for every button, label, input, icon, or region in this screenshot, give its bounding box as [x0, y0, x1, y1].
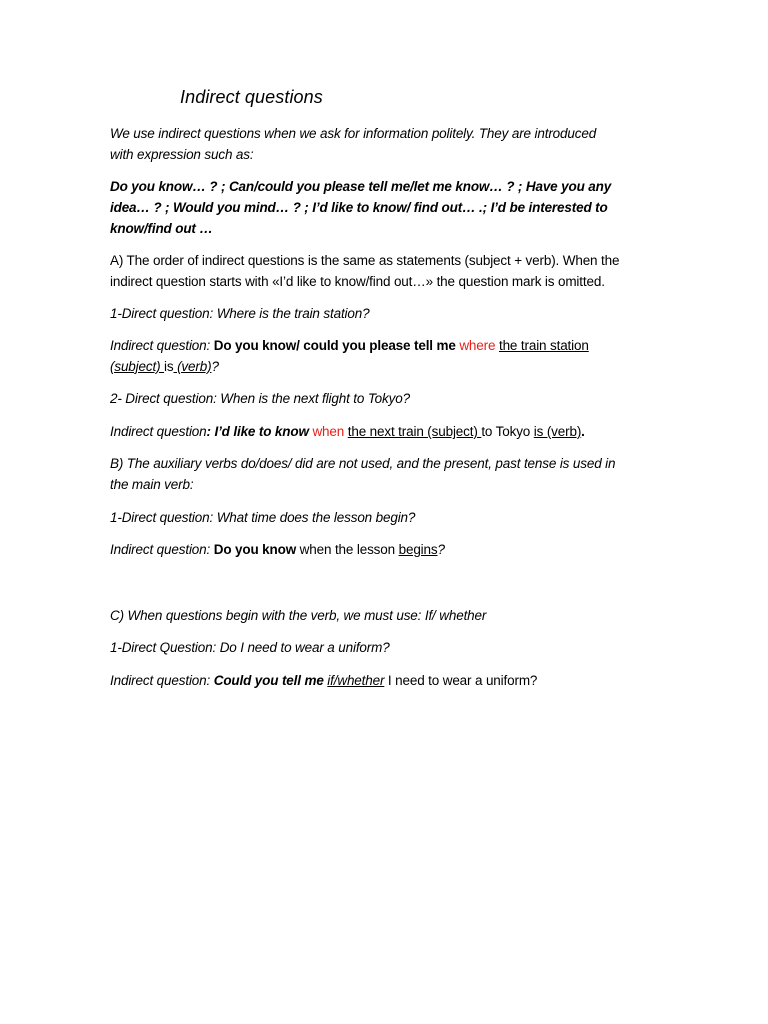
indirect-intro: Do you know/ could you please tell me — [213, 338, 456, 353]
verb-phrase: is (verb) — [533, 424, 582, 439]
end-mark: ? — [437, 542, 445, 557]
example-a1-indirect — [110, 336, 655, 378]
indirect-label: Indirect question: — [110, 542, 214, 557]
expressions-line-3: know/find out … — [110, 220, 213, 236]
example-c1-indirect — [110, 671, 655, 692]
indirect-intro: I’d like to know — [210, 424, 309, 439]
intro-paragraph — [110, 124, 655, 166]
end-mark: . — [581, 424, 585, 439]
rule-a-line-2: indirect question starts with «I’d like to know/find out…» the question mark is omitted. — [110, 273, 605, 289]
expressions-line-1: Do you know… ? ; Can/could you please tell me/let me know… ? ; Have you any — [110, 179, 612, 194]
indirect-colon: : — [206, 424, 211, 439]
example-a2-direct: 2- Direct question: When is the next flight to Tokyo? — [110, 391, 410, 406]
indirect-intro: Do you know — [213, 542, 297, 557]
verb-label: (verb) — [173, 358, 212, 374]
rule-b-line-1: B) The auxiliary verbs do/does/ did are not used, and the present, past tense is used in — [110, 456, 616, 471]
end-text: I need to wear a uniform? — [384, 673, 538, 688]
indirect-label: Indirect question: — [110, 338, 214, 353]
indirect-label: Indirect question: — [110, 673, 214, 688]
example-a2-indirect — [110, 422, 655, 443]
example-b1-indirect — [110, 540, 655, 561]
subject-phrase: the next train (subject) — [347, 424, 482, 439]
intro-line-2: with expression such as: — [110, 146, 254, 162]
indirect-intro: Could you tell me — [213, 673, 324, 688]
expressions-line-2: idea… ? ; Would you mind… ? ; I’d like to know/ find out… .; I’d be interested to — [110, 199, 608, 215]
rule-b-paragraph — [110, 454, 655, 496]
rule-a-paragraph — [110, 251, 655, 293]
verb-word: begins — [398, 542, 438, 557]
example-a1-direct: 1-Direct question: Where is the train station? — [110, 306, 370, 321]
connector-word: if/whether — [327, 673, 385, 688]
example-b1-direct: 1-Direct question: What time does the lesson begin? — [110, 510, 416, 525]
example-c1-direct: 1-Direct Question: Do I need to wear a uniform? — [110, 640, 390, 655]
indirect-label: Indirect question — [110, 424, 207, 439]
subject-phrase: the train station — [498, 338, 589, 353]
middle-text: when the lesson — [296, 542, 399, 557]
expressions-paragraph — [110, 177, 655, 239]
verb-word: is — [164, 358, 174, 374]
rule-a-line-1: A) The order of indirect questions is the same as statements (subject + verb). When the — [110, 253, 620, 268]
document-title: Indirect questions — [180, 87, 323, 107]
wh-word: where — [459, 338, 496, 353]
intro-line-1: We use indirect questions when we ask for information politely. They are introduced — [110, 126, 597, 141]
rule-b-line-2: the main verb: — [110, 476, 194, 492]
subject-label: (subject) — [110, 358, 165, 374]
middle-text: to Tokyo — [481, 424, 534, 439]
end-mark: ? — [211, 358, 219, 374]
rule-c-paragraph: C) When questions begin with the verb, we must use: If/ whether — [110, 608, 487, 623]
wh-word: when — [312, 424, 345, 439]
